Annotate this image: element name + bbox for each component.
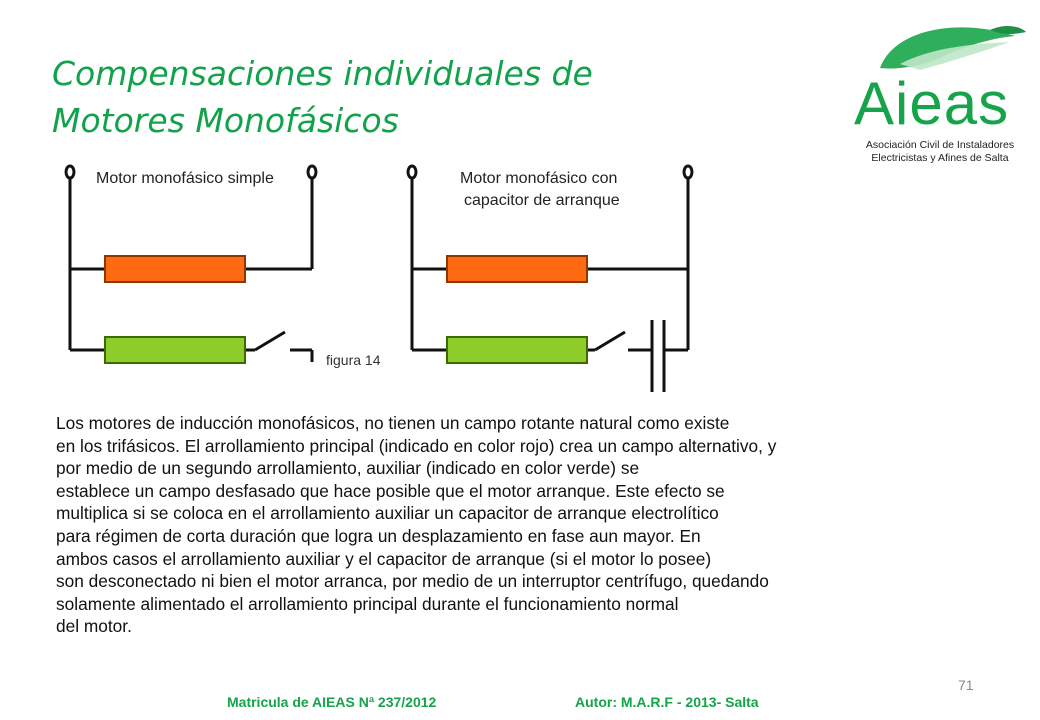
page-title-line-1: Compensaciones individuales de: [52, 54, 593, 93]
footer-author: Autor: M.A.R.F - 2013- Salta: [575, 694, 759, 710]
figure-caption: figura 14: [326, 352, 381, 368]
body-line: para régimen de corta duración que logra un desplazamiento en fase aun mayor. En: [56, 525, 701, 546]
body-line: multiplica si se coloca en el arrollamiento auxiliar un capacitor de arranque electrolítico: [56, 503, 719, 524]
left-terminal-a: [66, 166, 74, 178]
page-title: [52, 50, 672, 144]
body-line: del motor.: [56, 616, 132, 637]
body-line: establece un campo desfasado que hace posible que el motor arranque. Este efecto se: [56, 480, 725, 501]
left-centrifugal-switch: [255, 332, 285, 350]
right-circuit-label-line-2: capacitor de arranque: [464, 192, 620, 209]
right-circuit-label-line-1: Motor monofásico con: [460, 170, 618, 187]
logo-wordmark: Aieas: [854, 70, 1010, 137]
aieas-logo: [840, 18, 1030, 168]
body-line: Los motores de inducción monofásicos, no tienen un campo rotante natural como existe: [56, 413, 730, 433]
body-line: ambos casos el arrollamiento auxiliar y el capacitor de arranque (si el motor lo posee): [56, 548, 712, 569]
logo-subtitle: [850, 139, 1030, 165]
right-terminal-b: [684, 166, 692, 178]
left-terminal-b: [308, 166, 316, 178]
right-centrifugal-switch: [595, 332, 625, 350]
body-line: en los trifásicos. El arrollamiento principal (indicado en color rojo) crea un campo alternativo, y: [56, 435, 777, 456]
body-line: por medio de un segundo arrollamiento, auxiliar (indicado en color verde) se: [56, 458, 640, 479]
page-title-line-2: Motores Monofásicos: [52, 101, 399, 140]
left-main-winding: [105, 256, 245, 282]
leaf-logo-icon: [840, 18, 1030, 78]
right-terminal-a: [408, 166, 416, 178]
body-paragraph: [56, 412, 976, 638]
logo-subtitle-line-2: Electricistas y Afines de Salta: [871, 152, 1009, 164]
body-line: solamente alimentado el arrollamiento principal durante el funcionamiento normal: [56, 593, 679, 614]
page-number: 71: [958, 677, 974, 693]
footer-matricula: Matricula de AIEAS Nª 237/2012: [227, 694, 437, 710]
left-circuit-label: Motor monofásico simple: [96, 170, 274, 187]
right-aux-winding: [447, 337, 587, 363]
right-main-winding: [447, 256, 587, 282]
logo-subtitle-line-1: Asociación Civil de Instaladores: [865, 139, 1015, 151]
body-line: son desconectado ni bien el motor arranca, por medio de un interruptor centrífugo, quedando: [56, 571, 769, 592]
left-aux-winding: [105, 337, 245, 363]
